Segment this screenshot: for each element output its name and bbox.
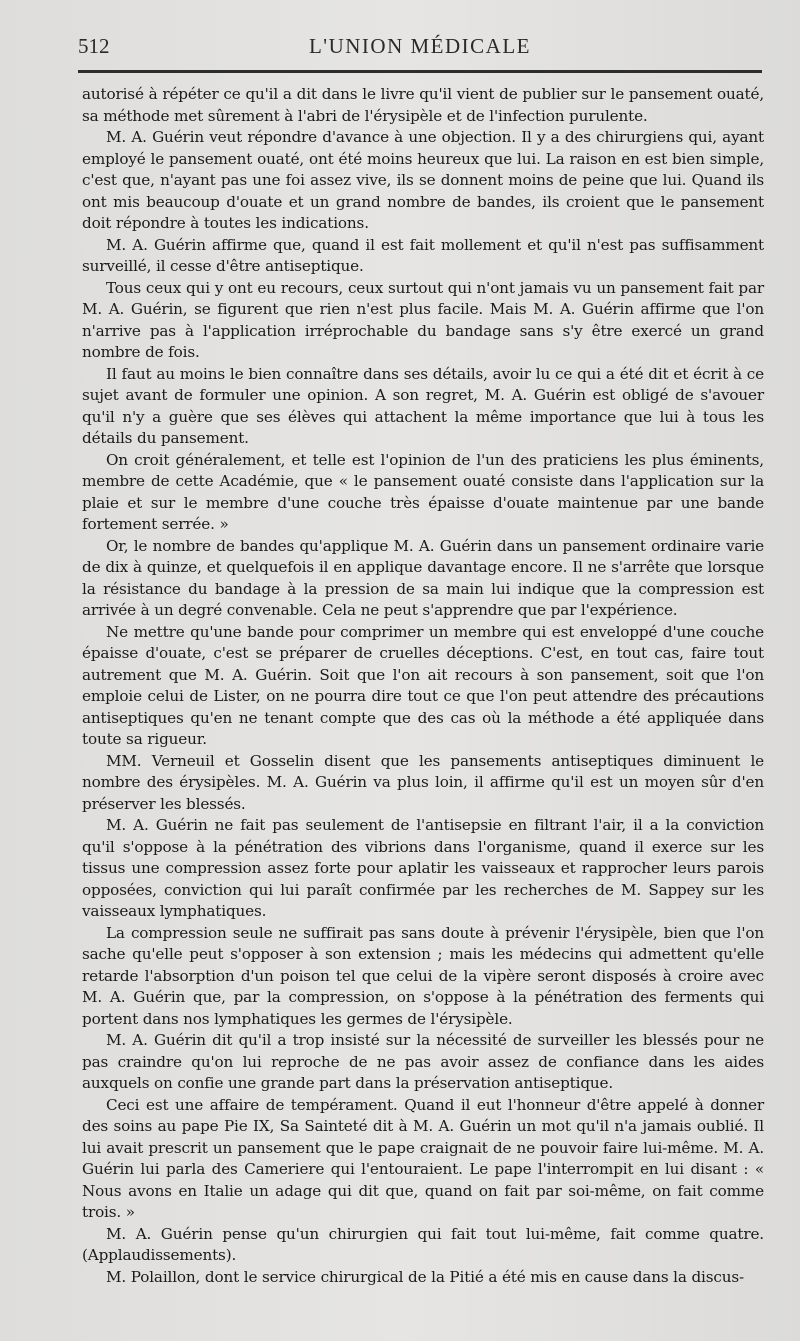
paragraph-9: MM. Verneuil et Gosselin disent que les pansements antiseptiques diminuent le nombre des érysipèles. M. A. Guérin va plus loin, il affirme qu'il est un moyen sûr d'en préserver les blessés. — [82, 751, 764, 813]
paragraph-4: Tous ceux qui y ont eu recours, ceux surtout qui n'ont jamais vu un pansement fait par M. A. Guérin, se figurent que rien n'est plus facile. Mais M. A. Guérin affirme que l'on n'arrive pas à l'application irréprochable du bandage sans s'y être exercé un grand nombre de fois. — [82, 278, 764, 361]
paragraph-13: Ceci est une affaire de tempérament. Quand il eut l'honneur d'être appelé à donner des soins au pape Pie IX, Sa Sainteté dit à M. A. Guérin un mot qu'il n'a jamais oublié. Il lui avait prescrit un pansement que le pape craignait de ne pouvoir faire lui-même. M. A. Guérin lui parla des Cameriere qui l'entouraient. Le pape l'interrompit en lui disant : « Nous avons en Italie un adage qui dit que, quand on fait par soi-même, on fait comme trois. » — [82, 1095, 764, 1221]
journal-title: L'UNION MÉDICALE — [308, 34, 531, 58]
paragraph-5: Il faut au moins le bien connaître dans ses détails, avoir lu ce qui a été dit et écrit à ce sujet avant de formuler une opinion. A son regret, M. A. Guérin est obligé de s'avouer qu'il n'y a guère que ses élèves qui attachent la même importance que lui à tous les détails du pansement. — [82, 364, 764, 447]
paragraph-7: Or, le nombre de bandes qu'applique M. A. Guérin dans un pansement ordinaire varie de dix à quinze, et quelquefois il en applique davantage encore. Il ne s'arrête que lorsque la résistance du bandage à la pression de sa main lui indique que la compression est arrivée à un degré convenable. Cela ne peut s'apprendre que par l'expérience. — [82, 536, 764, 619]
paragraph-8: Ne mettre qu'une bande pour comprimer un membre qui est enveloppé d'une couche épaisse d'ouate, c'est se préparer de cruelles déceptions. C'est, en tout cas, faire tout autrement que M. A. Guérin. Soit que l'on ait recours à son pansement, soit que l'on emploie celui de Lister, on ne pourra dire tout ce que l'on peut attendre des précautions antiseptiques qu'en ne tenant compte que des cas où la méthode a été appliquée dans toute sa rigueur. — [82, 622, 764, 748]
header-rule — [78, 70, 762, 73]
paragraph-3: M. A. Guérin affirme que, quand il est fait mollement et qu'il n'est pas suffisamment surveillé, il cesse d'être antiseptique. — [82, 235, 764, 275]
paragraph-11: La compression seule ne suffirait pas sans doute à prévenir l'érysipèle, bien que l'on sache qu'elle peut s'opposer à son extension ; mais les médecins qui admettent qu'elle retarde l'absorption d'un poison tel que celui de la vipère seront disposés à croire avec M. A. Guérin que, par la compression, on s'oppose à la pénétration des ferments qui portent dans nos lymphatiques les germes de l'érysipèle. — [82, 923, 764, 1028]
paragraph-12: M. A. Guérin dit qu'il a trop insisté sur la nécessité de surveiller les blessés pour ne pas craindre qu'on lui reproche de ne pas avoir assez de confiance dans les aides auxquels on confie une grande part dans la préservation antiseptique. — [82, 1031, 764, 1092]
paragraph-2: M. A. Guérin veut répondre d'avance à une objection. Il y a des chirurgiens qui, ayant employé le pansement ouaté, ont été moins heureux que lui. La raison en est bien simple, c'est que, n'ayant pas une foi assez vive, ils se donnent moins de peine que lui. Quand ils ont mis beaucoup d'ouate et un grand nombre de bandes, ils croient que le pansement doit répondre à toutes les indications. — [82, 128, 764, 232]
paragraph-6: On croit généralement, et telle est l'opinion de l'un des praticiens les plus éminents, membre de cette Académie, que « le pansement ouaté consiste dans l'application sur la plaie et sur le membre d'une couche très épaisse d'ouate maintenue par une bande fortement serrée. » — [82, 450, 764, 533]
page-number: 512 — [78, 34, 110, 58]
paragraph-14: M. A. Guérin pense qu'un chirurgien qui fait tout lui-même, fait comme quatre. (Applaudissements). — [82, 1224, 764, 1264]
running-head — [78, 34, 762, 64]
paragraph-10: M. A. Guérin ne fait pas seulement de l'antisepsie en filtrant l'air, il a la conviction qu'il s'oppose à la pénétration des vibrions dans l'organisme, quand il exerce sur les tissus une compression assez forte pour aplatir les vaisseaux et rapprocher leurs parois opposées, conviction qui lui paraît confirmée par les recherches de M. Sappey sur les vaisseaux lymphatiques. — [82, 816, 764, 920]
paragraph-1: autorisé à répéter ce qu'il a dit dans le livre qu'il vient de publier sur le pansement ouaté, sa méthode met sûrement à l'abri de l'érysipèle et de l'infection purulente. — [82, 85, 764, 125]
article-body — [82, 84, 764, 1288]
paragraph-15: M. Polaillon, dont le service chirurgical de la Pitié a été mis en cause dans la discus- — [106, 1267, 744, 1286]
